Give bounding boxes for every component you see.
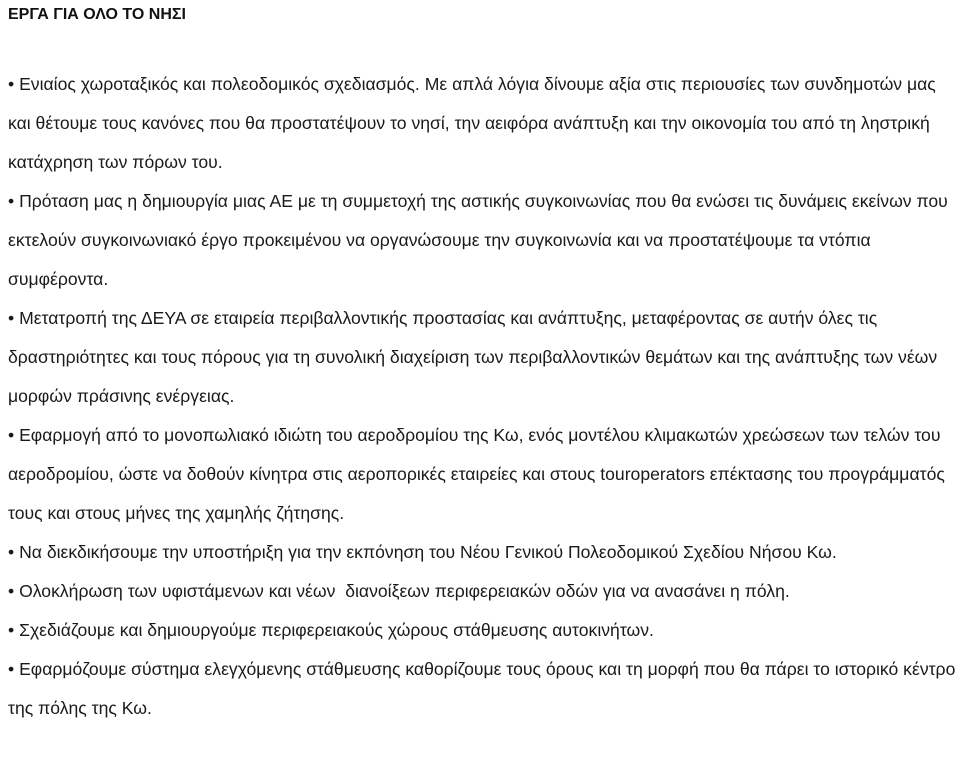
list-item [8, 611, 960, 650]
document-title: ΕΡΓΑ ΓΙΑ ΟΛΟ ΤΟ ΝΗΣΙ [8, 6, 186, 23]
list-item-text: Ολοκλήρωση των υφιστάμενων και νέων διανοίξεων περιφερειακών οδών για να ανασάνει η πόλη. [19, 581, 790, 601]
bullet-icon: • [8, 659, 15, 679]
list-item-text: Πρόταση μας η δημιουργία μιας ΑΕ με τη συμμετοχή της αστικής συγκοινωνίας που θα ενώσει τις δυνάμεις εκείνων που εκτελούν συγκοινωνιακό έργο προκειμένου να οργανώσουμε την συγκοινωνία και να προστατέψουμε τα ντόπια συμφέροντα. [8, 191, 948, 289]
bullet-icon: • [8, 74, 15, 94]
bullet-icon: • [8, 308, 15, 328]
list-item-text: Μετατροπή της ΔΕΥΑ σε εταιρεία περιβαλλοντικής προστασίας και ανάπτυξης, μεταφέροντας σε αυτήν όλες τις δραστηριότητες και τους πόρους για τη συνολική διαχείριση των περιβαλλοντικών θεμάτων και της ανάπτυξης των νέων μορφών πράσινης ενέργειας. [8, 308, 938, 406]
bullet-icon: • [8, 191, 15, 211]
list-item [8, 533, 960, 572]
bullet-list [8, 65, 960, 728]
list-item-text: Εφαρμογή από το μονοπωλιακό ιδιώτη του αεροδρομίου της Κω, ενός μοντέλου κλιμακωτών χρεώσεων των τελών του αεροδρομίου, ώστε να δοθούν κίνητρα στις αεροπορικές εταιρείες και στους touroperators επέκτασης του προγράμματός τους και στους μήνες της χαμηλής ζήτησης. [8, 425, 945, 523]
bullet-icon: • [8, 542, 15, 562]
list-item [8, 572, 960, 611]
list-item [8, 182, 960, 299]
list-item-text: Ενιαίος χωροταξικός και πολεοδομικός σχεδιασμός. Με απλά λόγια δίνουμε αξία στις περιουσίες των συνδημοτών μας και θέτουμε τους κανόνες που θα προστατέψουν το νησί, την αειφόρα ανάπτυξη και την οικονομία του από τη ληστρική κατάχρηση των πόρων του. [8, 74, 936, 172]
list-item [8, 650, 960, 728]
bullet-icon: • [8, 620, 15, 640]
bullet-icon: • [8, 425, 15, 445]
list-item-text: Εφαρμόζουμε σύστημα ελεγχόμενης στάθμευσης καθορίζουμε τους όρους και τη μορφή που θα πάρει το ιστορικό κέντρο της πόλης της Κω. [8, 659, 956, 718]
list-item [8, 299, 960, 416]
list-item [8, 416, 960, 533]
list-item-text: Να διεκδικήσουμε την υποστήριξη για την εκπόνηση του Νέου Γενικού Πολεοδομικού Σχεδίου Νήσου Κω. [19, 542, 837, 562]
list-item [8, 65, 960, 182]
bullet-icon: • [8, 581, 15, 601]
list-item-text: Σχεδιάζουμε και δημιουργούμε περιφερειακούς χώρους στάθμευσης αυτοκινήτων. [19, 620, 654, 640]
